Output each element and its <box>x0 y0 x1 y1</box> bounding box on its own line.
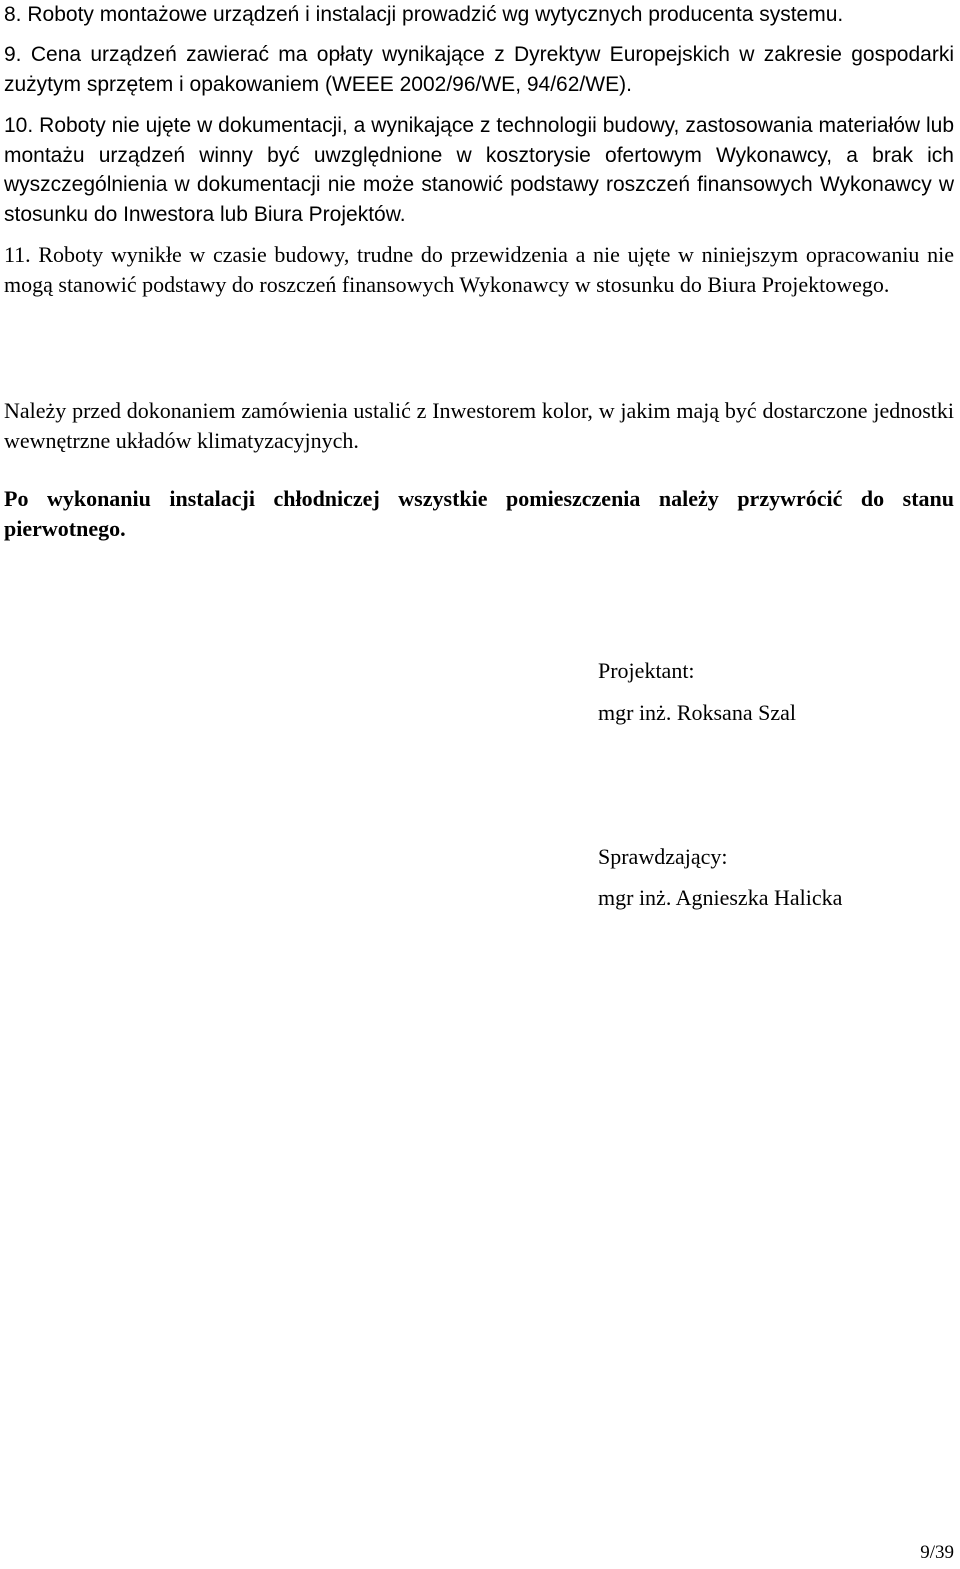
designer-name: mgr inż. Roksana Szal <box>598 700 796 725</box>
item-text: Cena urządzeń zawierać ma opłaty wynikające z Dyrektyw Europejskich w zakresie gospodarki zużytym sprzętem i opakowaniem (WEEE 2002/96/WE, 94/62/WE). <box>4 43 954 96</box>
restoration-note: Po wykonaniu instalacji chłodniczej wszystkie pomieszczenia należy przywrócić do stanu pierwotnego. <box>4 486 954 541</box>
list-item-11 <box>4 240 954 299</box>
item-text: Roboty montażowe urządzeń i instalacji prowadzić wg wytycznych producenta systemu. <box>27 3 844 26</box>
list-item-9 <box>4 40 954 99</box>
list-item-8 <box>4 0 954 30</box>
item-text: Roboty nie ujęte w dokumentacji, a wynikające z technologii budowy, zastosowania materiałów lub montażu urządzeń winny być uwzględnione w kosztorysie ofertowym Wykonawcy, a brak ich wyszczególnienia w dokumentacji nie może stanowić podstawy roszczeń finansowych Wykonawcy w stosunku do Inwestora lub Biura Projektów. <box>4 114 954 226</box>
color-note: Należy przed dokonaniem zamówienia ustalić z Inwestorem kolor, w jakim mają być dostarczone jednostki wewnętrzne układów klimatyzacyjnych. <box>4 398 954 453</box>
item-text: Roboty wynikłe w czasie budowy, trudne do przewidzenia a nie ujęte w niniejszym opracowaniu nie mogą stanowić podstawy do roszczeń finansowych Wykonawcy w stosunku do Biura Projektowego. <box>4 242 954 297</box>
item-number: 11. <box>4 242 31 267</box>
item-number: 8. <box>4 3 22 26</box>
item-number: 10. <box>4 114 34 137</box>
checker-name: mgr inż. Agnieszka Halicka <box>598 885 843 910</box>
item-number: 9. <box>4 43 22 66</box>
page-number: 9/39 <box>920 1542 954 1563</box>
designer-label: Projektant: <box>598 658 695 683</box>
list-item-10 <box>4 111 954 229</box>
checker-label: Sprawdzający: <box>598 844 728 869</box>
